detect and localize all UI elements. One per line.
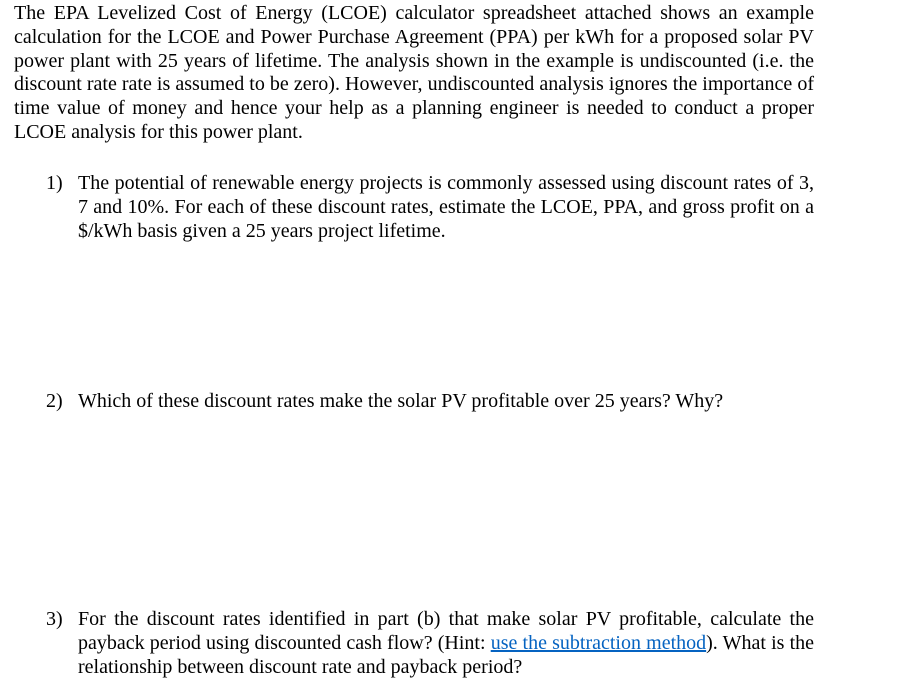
question-text: The potential of renewable energy projects is commonly assessed using discount rates of 3, 7 and 10%. For each of these discount rates, estimate the LCOE, PPA, and gross profit on a $/kWh basis given a 25 years project lifetime. bbox=[78, 172, 814, 242]
question-number: 2) bbox=[46, 390, 63, 412]
question-2 bbox=[46, 390, 814, 414]
question-text: Which of these discount rates make the solar PV profitable over 25 years? Why? bbox=[78, 390, 724, 412]
question-text-after-link: ). What is the relationship between discount rate and payback period? bbox=[78, 631, 815, 678]
subtraction-method-link[interactable]: use the subtraction method bbox=[490, 631, 707, 654]
question-number: 3) bbox=[46, 608, 63, 630]
question-1 bbox=[46, 172, 814, 243]
intro-paragraph: The EPA Levelized Cost of Energy (LCOE) calculator spreadsheet attached shows an example calculation for the LCOE and Power Purchase Agreement (PPA) per kWh for a proposed solar PV power plant with 25 years of lifetime. The analysis shown in the example is undiscounted (i.e. the discount rate rate is assumed to be zero). However, undiscounted analysis ignores the importance of time value of money and hence your help as a planning engineer is needed to conduct a proper LCOE analysis for this power plant. bbox=[14, 2, 814, 143]
question-3 bbox=[46, 608, 814, 679]
question-text bbox=[78, 608, 814, 679]
question-text-before-link: For the discount rates identified in part (b) that make solar PV profitable, calculate the payback period using discounted cash flow? (Hint: bbox=[78, 608, 814, 654]
question-number: 1) bbox=[46, 172, 63, 194]
